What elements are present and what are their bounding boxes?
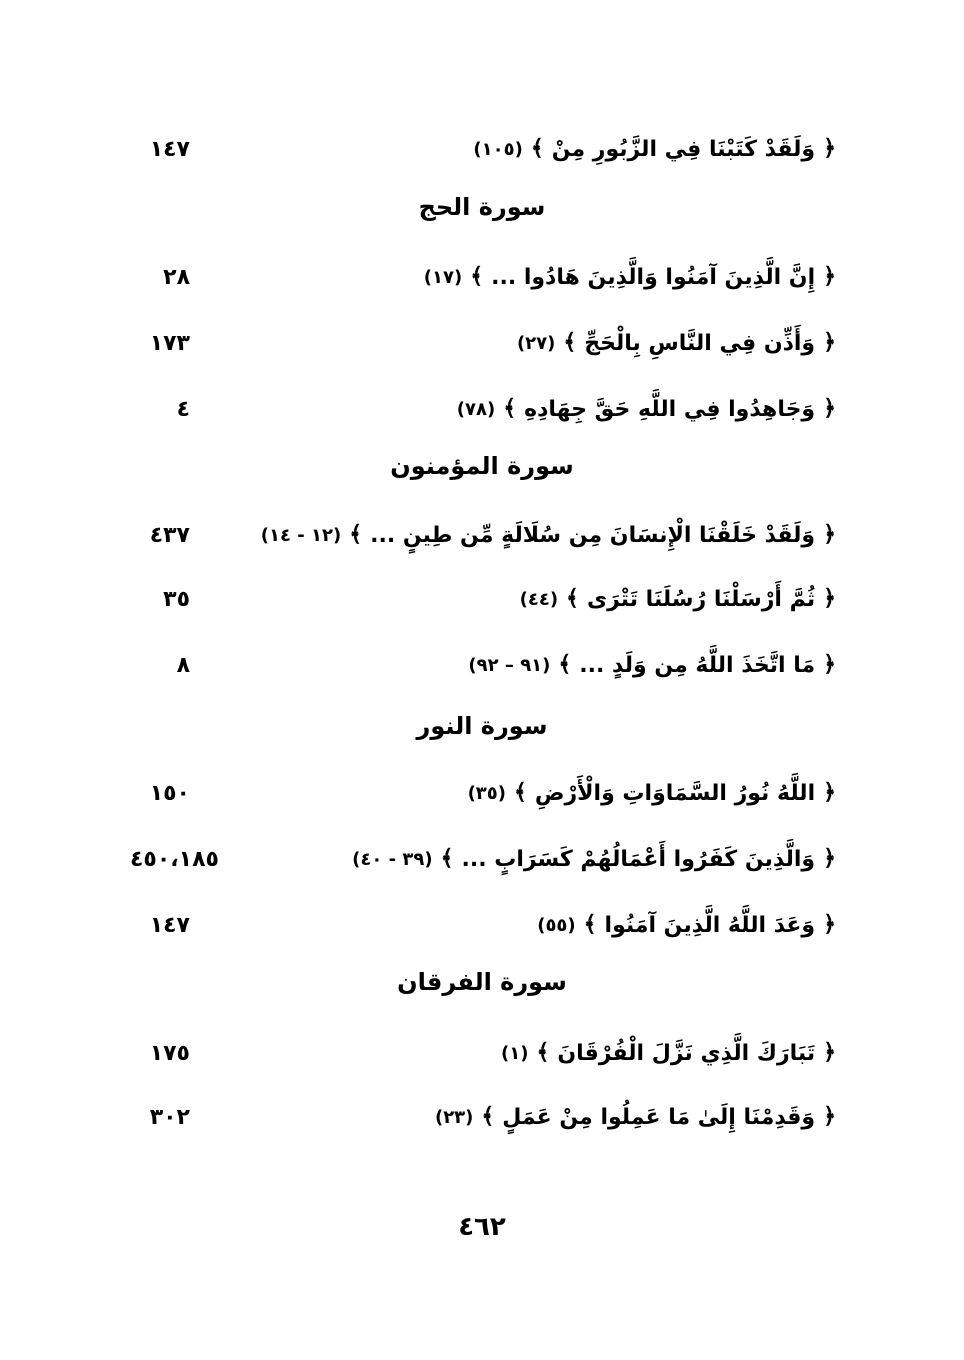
ornament-close-icon: ﴾ — [503, 396, 517, 421]
page-reference: ١٧٥ — [149, 1040, 190, 1066]
surah-heading-furqan: سورة الفرقان — [397, 968, 567, 996]
verse-words: وَعَدَ اللَّهُ الَّذِينَ آمَنُوا — [604, 912, 816, 938]
page-reference: ٤٣٧ — [149, 522, 190, 548]
index-entry — [130, 124, 836, 174]
page-number: ٤٦٢ — [458, 1212, 506, 1242]
ornament-open-icon: ﴿ — [823, 652, 836, 677]
index-entry — [130, 574, 836, 624]
verse-number: (٢٣) — [434, 1106, 474, 1128]
ornament-close-icon: ﴾ — [349, 522, 363, 547]
ornament-open-icon: ﴿ — [823, 522, 836, 547]
verse-number: (٥٥) — [537, 914, 576, 936]
ornament-open-icon: ﴿ — [823, 846, 836, 871]
verse-text — [457, 397, 836, 422]
verse-text — [517, 331, 836, 356]
verse-words: ثُمَّ أَرْسَلْنَا رُسُلَنَا تَتْرَى — [586, 586, 816, 612]
ornament-close-icon: ﴾ — [440, 846, 454, 871]
ornament-open-icon: ﴿ — [823, 912, 836, 937]
verse-words: وَجَاهِدُوا فِي اللَّهِ حَقَّ جِهَادِهِ — [524, 396, 816, 422]
verse-text — [352, 847, 836, 872]
verse-words: إِنَّ الَّذِينَ آمَنُوا وَالَّذِينَ هَادُوا ... — [491, 264, 816, 290]
verse-words: مَا اتَّخَذَ اللَّهُ مِن وَلَدٍ ... — [579, 652, 816, 678]
verse-text — [537, 913, 836, 938]
ornament-close-icon: ﴾ — [566, 586, 579, 611]
page-reference: ٤٥٠،١٨٥ — [130, 846, 219, 872]
verse-text — [473, 137, 836, 162]
index-entry — [130, 900, 836, 950]
page-reference: ١٧٣ — [149, 330, 190, 356]
verse-text — [468, 781, 836, 806]
verse-words: وَقَدِمْنَا إِلَىٰ مَا عَمِلُوا مِنْ عَمَلٍ — [502, 1104, 816, 1130]
ornament-close-icon: ﴾ — [514, 780, 527, 805]
index-entry — [130, 1092, 836, 1142]
page-reference: ٤ — [176, 396, 190, 422]
surah-heading-hajj: سورة الحج — [418, 193, 546, 221]
ornament-close-icon: ﴾ — [470, 264, 484, 289]
verse-text — [261, 523, 836, 548]
ornament-open-icon: ﴿ — [823, 330, 836, 355]
index-entry — [130, 768, 836, 818]
page-reference: ١٥٠ — [149, 780, 190, 806]
verse-number: (٢٧) — [516, 332, 556, 354]
surah-heading-nur: سورة النور — [416, 712, 548, 740]
page-reference: ٣٠٢ — [149, 1104, 190, 1130]
verse-number: (١٢ - ١٤) — [260, 524, 342, 546]
verse-number: (١) — [500, 1042, 529, 1064]
page-reference: ٣٥ — [163, 586, 190, 612]
verse-number: (١٠٥) — [473, 138, 523, 160]
verse-text — [468, 653, 836, 678]
verse-number: (٤٤) — [519, 588, 559, 610]
index-entry — [130, 1028, 836, 1078]
ornament-close-icon: ﴾ — [536, 1040, 550, 1065]
verse-words: وَالَّذِينَ كَفَرُوا أَعْمَالُهُمْ كَسَرَابٍ ... — [461, 846, 816, 872]
verse-number: (٩١ – ٩٢) — [468, 654, 551, 676]
verse-number: (٣٩ - ٤٠) — [352, 848, 433, 870]
page-reference: ١٤٧ — [149, 136, 190, 162]
verse-words: وَلَقَدْ كَتَبْنَا فِي الزَّبُورِ مِنْ — [551, 136, 816, 162]
ornament-close-icon: ﴾ — [558, 652, 572, 677]
ornament-open-icon: ﴿ — [823, 396, 836, 421]
surah-heading-muminun: سورة المؤمنون — [390, 452, 574, 480]
ornament-open-icon: ﴿ — [823, 1104, 836, 1129]
verse-text — [501, 1041, 836, 1066]
verse-text — [435, 1105, 836, 1130]
ornament-open-icon: ﴿ — [823, 136, 836, 161]
verse-words: وَأَذِّن فِي النَّاسِ بِالْحَجِّ — [584, 330, 816, 356]
index-entry — [130, 640, 836, 690]
verse-text — [424, 265, 836, 290]
ornament-close-icon: ﴾ — [583, 912, 597, 937]
ornament-open-icon: ﴿ — [823, 264, 836, 289]
verse-number: (٧٨) — [456, 398, 496, 420]
ornament-close-icon: ﴾ — [563, 330, 577, 355]
page-reference: ٢٨ — [163, 264, 190, 290]
index-entry — [130, 834, 836, 884]
index-entry — [130, 510, 836, 560]
ornament-close-icon: ﴾ — [530, 136, 544, 161]
verse-words: اللَّهُ نُورُ السَّمَاوَاتِ وَالْأَرْضِ — [534, 780, 816, 806]
verse-number: (١٧) — [423, 266, 463, 288]
verse-words: وَلَقَدْ خَلَقْنَا الْإِنسَانَ مِن سُلَالَةٍ مِّن طِينٍ ... — [370, 522, 816, 548]
verse-number: (٣٥) — [467, 782, 507, 804]
index-entry — [130, 318, 836, 368]
verse-words: تَبَارَكَ الَّذِي نَزَّلَ الْفُرْقَانَ — [557, 1040, 816, 1066]
ornament-open-icon: ﴿ — [823, 586, 836, 611]
index-entry — [130, 252, 836, 302]
ornament-open-icon: ﴿ — [823, 780, 836, 805]
ornament-close-icon: ﴾ — [481, 1104, 495, 1129]
ornament-open-icon: ﴿ — [823, 1040, 836, 1065]
page-reference: ١٤٧ — [149, 912, 190, 938]
verse-text — [520, 587, 836, 612]
index-entry — [130, 384, 836, 434]
page-reference: ٨ — [176, 652, 190, 678]
